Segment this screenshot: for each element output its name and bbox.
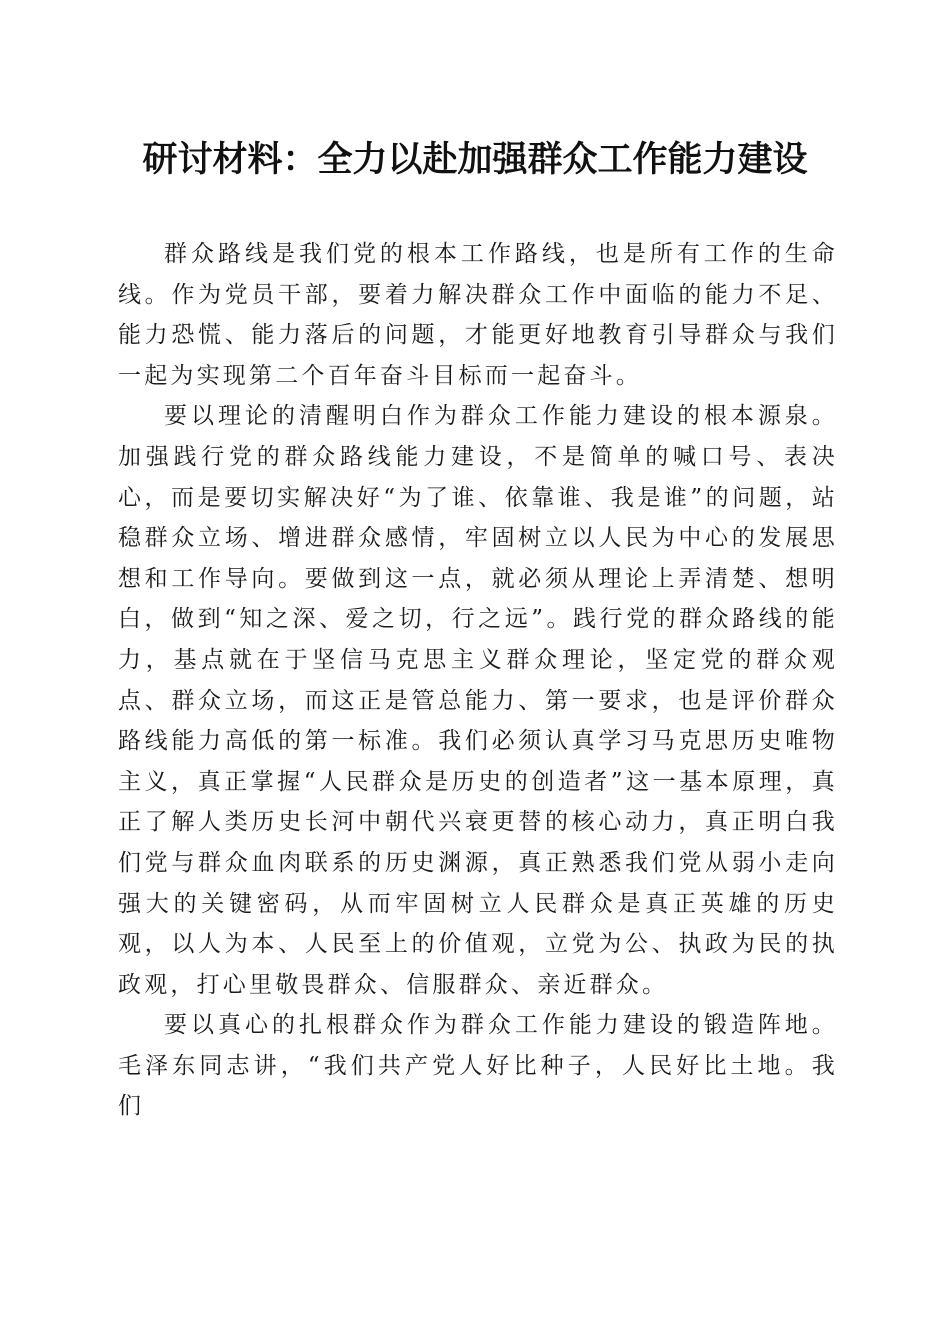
- paragraph-theory: 要以理论的清醒明白作为群众工作能力建设的根本源泉。加强践行党的群众路线能力建设，不是简单的喊口号、表决心，而是要切实解决好“为了谁、依靠谁、我是谁”的问题，站稳群众立场、增进群众感情，牢固树立以人民为中心的发展思想和工作导向。要做到这一点，就必须从理论上弄清楚、想明白，做到“知之深、爱之切，行之远”。践行党的群众路线的能力，基点就在于坚信马克思主义群众理论，坚定党的群众观点、群众立场，而这正是管总能力、第一要求，也是评价群众路线能力高低的第一标准。我们必须认真学习马克思历史唯物主义，真正掌握“人民群众是历史的创造者”这一基本原理，真正了解人类历史长河中朝代兴衰更替的核心动力，真正明白我们党与群众血肉联系的历史渊源，真正熟悉我们党从弱小走向强大的关键密码，从而牢固树立人民群众是真正英雄的历史观，以人为本、人民至上的价值观，立党为公、执政为民的执政观，打心里敬畏群众、信服群众、亲近群众。: [118, 403, 838, 998]
- document-title: 研讨材料：全力以赴加强群众工作能力建设: [142, 139, 808, 180]
- paragraph-grassroots: 要以真心的扎根群众作为群众工作能力建设的锻造阵地。毛泽东同志讲，“我们共产党人好比种子，人民好比土地。我们: [118, 1012, 838, 1120]
- document-body: [118, 234, 838, 1127]
- paragraph-intro: 群众路线是我们党的根本工作路线，也是所有工作的生命线。作为党员干部，要着力解决群众工作中面临的能力不足、能力恐慌、能力落后的问题，才能更好地教育引导群众与我们一起为实现第二个百年奋斗目标而一起奋斗。: [118, 241, 838, 389]
